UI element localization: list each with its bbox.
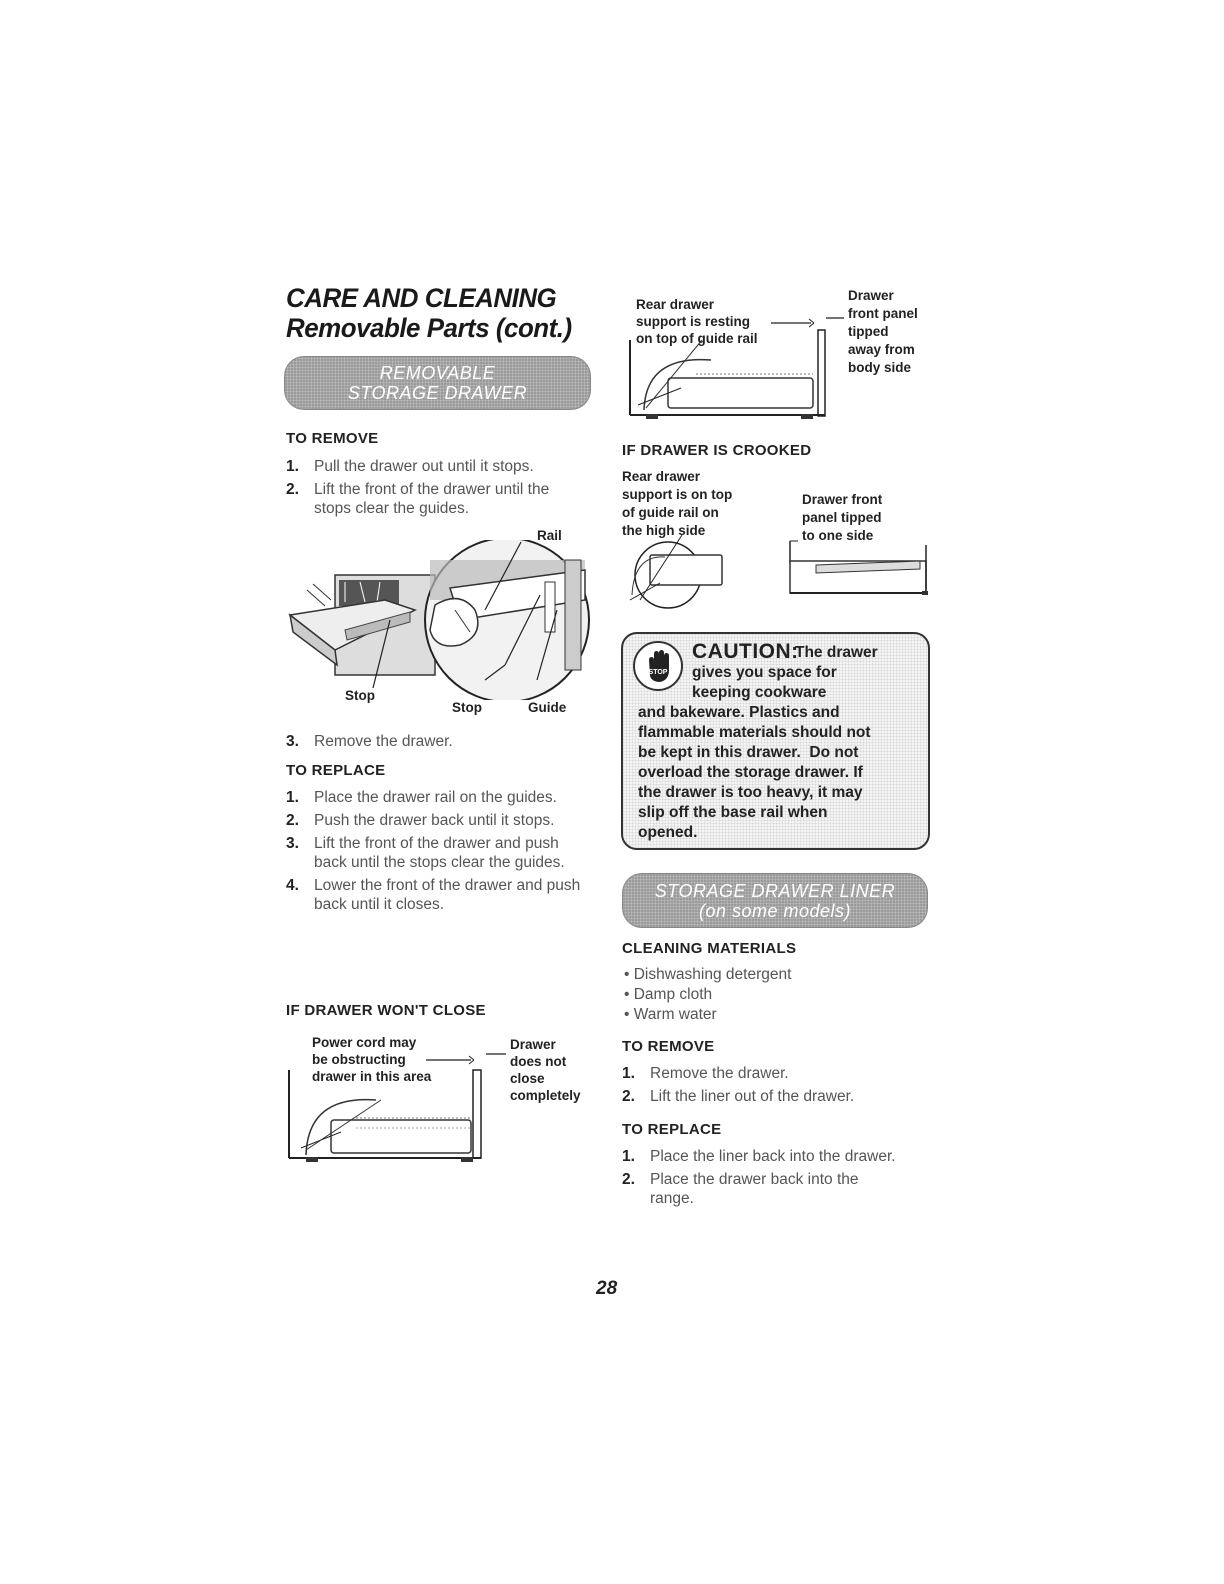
- step-text: Remove the drawer.: [314, 733, 453, 750]
- list-item: [286, 732, 586, 751]
- step-number: 1.: [286, 458, 299, 475]
- list-item: • Dishwashing detergent: [624, 965, 791, 985]
- to-replace-steps: [286, 788, 586, 918]
- to-remove-steps: [286, 457, 586, 522]
- list-item: [286, 480, 586, 518]
- to-remove-steps-cont: [286, 732, 586, 755]
- figure-label-guide: Guide: [528, 700, 567, 715]
- list-item: [622, 1147, 942, 1166]
- cleaning-materials-list: [624, 965, 791, 1025]
- wont-close-label-right-4: completely: [510, 1088, 581, 1103]
- crooked-label-left-2: support is on top: [622, 487, 733, 502]
- caution-line5: flammable materials should not: [638, 724, 871, 741]
- banner-line1: REMOVABLE: [379, 363, 496, 383]
- front-panel-label-4: away from: [848, 342, 915, 357]
- step-number: 1.: [286, 789, 299, 806]
- page-number: 28: [596, 1278, 618, 1299]
- step-number: 3.: [286, 733, 299, 750]
- section-banner-removable-drawer: [284, 356, 591, 410]
- page-title-line1: CARE AND CLEANING: [286, 283, 557, 313]
- step-text: Push the drawer back until it stops.: [314, 812, 555, 829]
- liner-replace-heading: TO REPLACE: [622, 1121, 722, 1138]
- rear-support-label-3: on top of guide rail: [636, 331, 758, 346]
- stop-hand-icon: [632, 640, 684, 692]
- wont-close-label-right-3: close: [510, 1071, 545, 1086]
- front-panel-label-5: body side: [848, 360, 912, 375]
- step-text: Pull the drawer out until it stops.: [314, 458, 534, 475]
- banner-line1: STORAGE DRAWER LINER: [654, 880, 896, 901]
- to-remove-heading: TO REMOVE: [286, 430, 379, 447]
- stop-icon-text: STOP: [648, 669, 668, 676]
- crooked-label-left-1: Rear drawer: [622, 469, 701, 484]
- list-item: • Warm water: [624, 1005, 791, 1025]
- drawer-removal-illustration: [285, 540, 595, 700]
- wont-close-heading: IF DRAWER WON'T CLOSE: [286, 1002, 486, 1019]
- crooked-label-right-2: panel tipped: [802, 510, 882, 525]
- list-item: [286, 457, 586, 476]
- caution-line10: opened.: [638, 824, 698, 841]
- caution-line3: keeping cookware: [692, 684, 827, 701]
- figure-label-stop-right: Stop: [452, 700, 482, 715]
- step-number: 2.: [622, 1088, 635, 1105]
- step-text: Lower the front of the drawer and push back until it closes.: [314, 877, 581, 913]
- step-number: 4.: [286, 877, 299, 894]
- liner-remove-steps: [622, 1064, 942, 1110]
- rear-support-label-1: Rear drawer: [636, 297, 715, 312]
- front-panel-label-3: tipped: [848, 324, 889, 339]
- wont-close-label-left-3: drawer in this area: [312, 1069, 432, 1084]
- wont-close-label-right-1: Drawer: [510, 1037, 556, 1052]
- front-panel-label-1: Drawer: [848, 288, 894, 303]
- list-item: [286, 811, 586, 830]
- banner-line2: (on some models): [698, 900, 852, 921]
- step-text: Lift the front of the drawer and push back until the stops clear the guides.: [314, 835, 565, 871]
- wont-close-label-right-2: does not: [510, 1054, 567, 1069]
- page-title-line2: Removable Parts (cont.): [286, 313, 572, 343]
- to-replace-heading: TO REPLACE: [286, 762, 386, 779]
- cleaning-materials-heading: CLEANING MATERIALS: [622, 940, 797, 957]
- figure-label-stop-left: Stop: [345, 688, 375, 703]
- wont-close-illustration: [286, 1040, 506, 1165]
- step-text: Place the drawer back into the range.: [650, 1171, 859, 1207]
- crooked-label-right-1: Drawer front: [802, 492, 883, 507]
- crooked-label-left-4: the high side: [622, 523, 706, 538]
- caution-word: CAUTION:: [692, 640, 799, 663]
- crooked-drawer-illustration: [620, 535, 935, 610]
- crooked-heading: IF DRAWER IS CROOKED: [622, 442, 812, 459]
- caution-line9: slip off the base rail when: [638, 804, 828, 821]
- wont-close-label-left-1: Power cord may: [312, 1035, 417, 1050]
- step-text: Place the liner back into the drawer.: [650, 1148, 896, 1165]
- list-item: [286, 834, 586, 872]
- front-panel-label-2: front panel: [848, 306, 918, 321]
- step-number: 1.: [622, 1148, 635, 1165]
- crooked-label-left-3: of guide rail on: [622, 505, 719, 520]
- caution-line2: gives you space for: [692, 664, 837, 681]
- rear-support-label-2: support is resting: [636, 314, 751, 329]
- wont-close-label-left-2: be obstructing: [312, 1052, 406, 1067]
- caution-line8: the drawer is too heavy, it may: [638, 784, 863, 801]
- list-item: [286, 876, 586, 914]
- step-text: Lift the front of the drawer until the stops clear the guides.: [314, 481, 550, 517]
- step-number: 3.: [286, 835, 299, 852]
- step-number: 1.: [622, 1065, 635, 1082]
- step-text: Place the drawer rail on the guides.: [314, 789, 557, 806]
- list-item: [286, 788, 586, 807]
- liner-replace-steps: [622, 1147, 942, 1212]
- caution-line1: The drawer: [795, 644, 878, 661]
- drawer-resting-illustration: [626, 310, 846, 425]
- section-banner-drawer-liner: [622, 873, 928, 928]
- list-item: [622, 1064, 942, 1083]
- figure-label-rail: Rail: [537, 528, 562, 543]
- banner-line2: STORAGE DRAWER: [347, 383, 528, 403]
- list-item: [622, 1087, 942, 1106]
- step-number: 2.: [286, 812, 299, 829]
- liner-remove-heading: TO REMOVE: [622, 1038, 715, 1055]
- caution-line4: and bakeware. Plastics and: [638, 704, 840, 721]
- caution-line6: be kept in this drawer. Do not: [638, 744, 859, 761]
- step-number: 2.: [286, 481, 299, 498]
- list-item: • Damp cloth: [624, 985, 791, 1005]
- caution-line7: overload the storage drawer. If: [638, 764, 863, 781]
- step-text: Remove the drawer.: [650, 1065, 789, 1082]
- list-item: [622, 1170, 942, 1208]
- step-text: Lift the liner out of the drawer.: [650, 1088, 855, 1105]
- crooked-label-right-3: to one side: [802, 528, 874, 543]
- step-number: 2.: [622, 1171, 635, 1188]
